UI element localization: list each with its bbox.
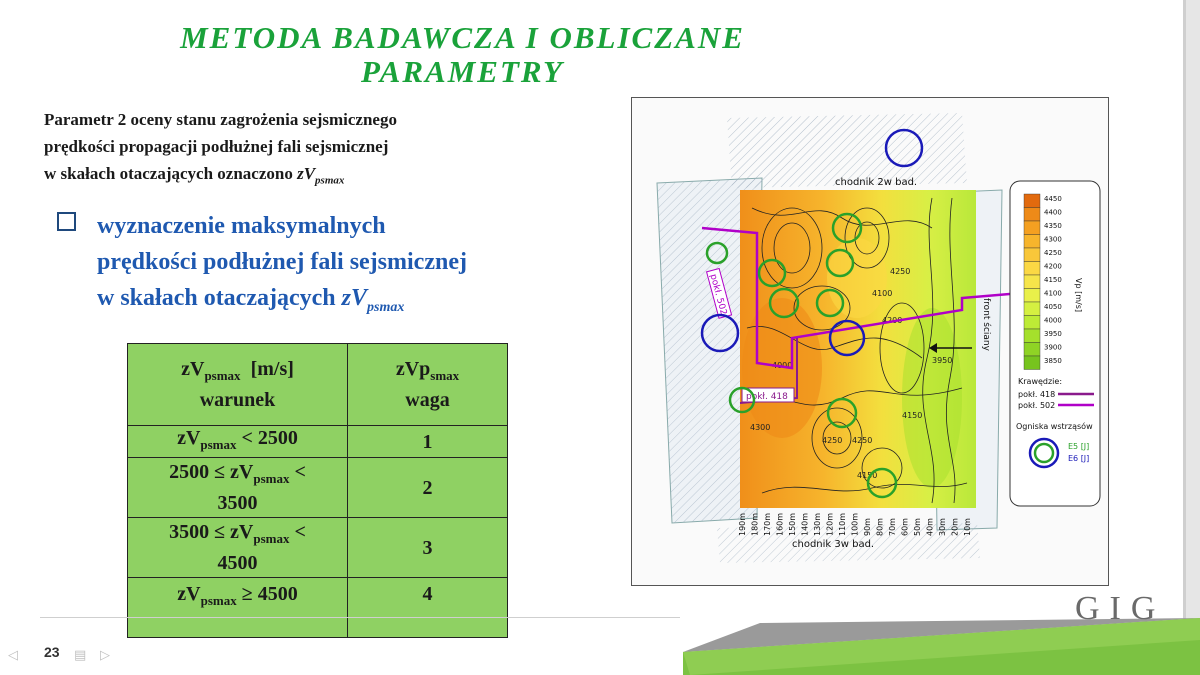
weight-cell: 3 xyxy=(348,518,508,578)
table-row xyxy=(128,458,508,518)
gig-logo: GIG xyxy=(1075,590,1166,627)
legend-color-swatch xyxy=(1024,262,1040,276)
distance-label: 170m xyxy=(763,512,772,536)
page-number: 23 xyxy=(44,644,60,660)
legend-tick-label: 3850 xyxy=(1044,357,1062,365)
contour-label: 4000 xyxy=(772,361,793,370)
legend-tick-label: 4400 xyxy=(1044,208,1062,217)
condition-cell: $2500 \le zV_{psmax}$ < 3500 xyxy=(128,458,348,518)
legend-tick-label: 3950 xyxy=(1044,330,1062,338)
distance-label: 190m xyxy=(738,512,747,536)
bullet-line2: prędkości podłużnej fali sejsmicznej xyxy=(97,249,467,275)
legend-tick-label: 3900 xyxy=(1044,343,1062,352)
parameter-description xyxy=(44,106,397,194)
contour-label: 4250 xyxy=(852,436,873,445)
distance-label: 110m xyxy=(838,512,847,536)
legend-tick-label: 4050 xyxy=(1044,303,1062,311)
distance-label: 80m xyxy=(875,518,885,536)
prev-slide-icon[interactable]: ◁ xyxy=(8,648,18,663)
distance-label: 50m xyxy=(913,518,922,536)
distance-label: 70m xyxy=(888,518,897,536)
legend-color-swatch xyxy=(1024,302,1040,316)
distance-label: 10m xyxy=(963,518,972,536)
table-header-row xyxy=(128,344,508,426)
legend-color-swatch xyxy=(1024,194,1040,208)
distance-label: 100m xyxy=(850,512,860,536)
contour-label: 4100 xyxy=(872,289,893,298)
legend-color-swatch xyxy=(1024,329,1040,343)
velocity-map-graphic xyxy=(632,98,1108,585)
distance-label: 140m xyxy=(800,512,810,536)
legend-color-swatch xyxy=(1024,356,1040,370)
distance-label: 40m xyxy=(925,518,935,536)
header-condition-cell: $zV_{psmax}$ [m/s] warunek xyxy=(128,344,348,426)
legend-focus1: E5 [J] xyxy=(1068,442,1090,451)
distance-label: 120m xyxy=(825,512,835,536)
contour-label: 4200 xyxy=(882,316,903,325)
contour-label: 4150 xyxy=(902,411,923,420)
legend-color-swatch xyxy=(1024,275,1040,289)
distance-label: 180m xyxy=(750,512,760,536)
legend-tick-label: 4350 xyxy=(1044,222,1062,230)
seam-502-label: pokł. 502 xyxy=(707,273,729,317)
legend-unit: Vp [m/s] xyxy=(1074,278,1083,312)
legend-color-swatch xyxy=(1024,289,1040,303)
distance-label: 90m xyxy=(863,518,872,536)
map-top-label: chodnik 2w bad. xyxy=(835,177,918,188)
bullet-line3 xyxy=(97,280,467,326)
table-row xyxy=(128,518,508,578)
legend-tick-label: 4100 xyxy=(1044,289,1062,298)
table-row xyxy=(128,426,508,458)
weight-cell: 2 xyxy=(348,458,508,518)
map-bottom-label: chodnik 3w bad. xyxy=(792,539,875,550)
legend-color-swatch xyxy=(1024,248,1040,262)
footer-divider xyxy=(40,617,680,618)
legend-tick-label: 4000 xyxy=(1044,316,1062,325)
parameter-symbol-sub: psmax xyxy=(315,174,345,187)
header-weight-cell: zVp$_{smax}$ waga xyxy=(348,344,508,426)
legend-edge1: pokł. 418 xyxy=(1018,390,1056,399)
legend-color-swatch xyxy=(1024,316,1040,330)
distance-label: 30m xyxy=(938,518,947,536)
legend-foci-title: Ogniska wstrząsów xyxy=(1016,422,1093,431)
seam-418-label: pokł. 418 xyxy=(746,392,788,402)
legend-color-swatch xyxy=(1024,235,1040,249)
bullet-line1: wyznaczenie maksymalnych xyxy=(97,213,386,239)
legend-focus2: E6 [J] xyxy=(1068,454,1090,463)
legend-color-swatch xyxy=(1024,343,1040,357)
weight-cell: 4 xyxy=(348,578,508,638)
table-row xyxy=(128,578,508,638)
map-side-label: front ściany xyxy=(981,298,991,351)
distance-label: 160m xyxy=(775,512,785,536)
legend-color-swatch xyxy=(1024,221,1040,235)
condition-cell: $zV_{psmax} < 2500$ xyxy=(128,426,348,458)
bullet-symbol-sub: psmax xyxy=(367,299,405,315)
bullet-line3-text: w skałach otaczających xyxy=(97,285,342,311)
condition-cell: $zV_{psmax} \ge 4500$ xyxy=(128,578,348,638)
contour-label: 4300 xyxy=(750,423,771,432)
contour-label: 3950 xyxy=(932,356,953,365)
parameter-line1: Parametr 2 oceny stanu zagrożenia sejsmicznego xyxy=(44,110,397,129)
bullet-text xyxy=(97,208,467,326)
parameter-symbol: zV xyxy=(297,164,316,183)
legend-tick-label: 4200 xyxy=(1044,262,1062,271)
legend-tick-label: 4450 xyxy=(1044,195,1062,203)
legend-edges-title: Krawędzie: xyxy=(1018,377,1063,386)
checkbox-bullet-icon xyxy=(57,212,76,231)
contour-label: 4150 xyxy=(857,471,878,480)
distance-label: 150m xyxy=(788,512,797,536)
distance-label: 130m xyxy=(813,512,822,536)
legend-color-swatch xyxy=(1024,208,1040,222)
legend-edge2: pokł. 502 xyxy=(1018,401,1056,410)
legend-tick-label: 4250 xyxy=(1044,249,1062,257)
parameter-line3 xyxy=(44,160,397,194)
parameter-line3-text: w skałach otaczających oznaczono xyxy=(44,164,298,183)
next-slide-icon[interactable]: ▷ xyxy=(100,648,110,663)
slide-title-line1: METODA BADAWCZA I OBLICZANE xyxy=(180,20,745,55)
menu-icon[interactable]: ▤ xyxy=(74,648,87,663)
distance-label: 60m xyxy=(900,518,910,536)
weight-cell: 1 xyxy=(348,426,508,458)
legend-tick-label: 4300 xyxy=(1044,235,1062,244)
contour-label: 4250 xyxy=(822,436,843,445)
contour-label: 4250 xyxy=(890,267,911,276)
distance-label: 20m xyxy=(950,518,960,536)
legend-tick-label: 4150 xyxy=(1044,276,1062,284)
slide-title-line2: PARAMETRY xyxy=(361,54,564,89)
condition-cell: $3500 \le zV_{psmax}$ < 4500 xyxy=(128,518,348,578)
parameter-line2: prędkości propagacji podłużnej fali sejsmicznej xyxy=(44,137,389,156)
velocity-map xyxy=(631,97,1109,586)
criteria-table xyxy=(127,343,508,638)
bullet-symbol: zV xyxy=(341,285,367,311)
